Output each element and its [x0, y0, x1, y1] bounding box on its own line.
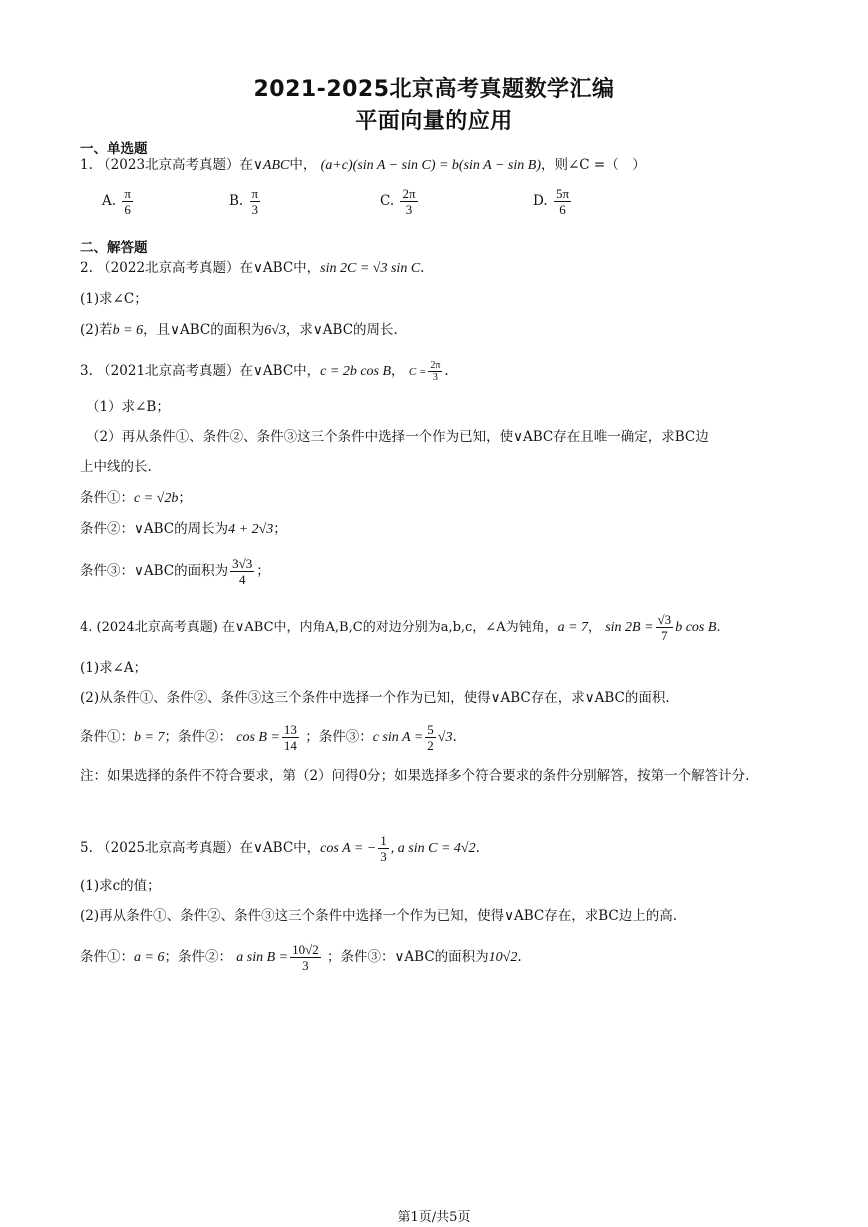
option-a[interactable]: A. $\frac{\pi}{6}$	[102, 186, 131, 217]
question-3-condition-1: 条件①：c = √2b；	[80, 490, 192, 506]
question-4-part-1: (1)求∠A；	[80, 660, 148, 676]
question-4-conditions: 条件①：b = 7；条件②： cos B = $\frac{13}{14}$ ；条件③：c sin A = $\frac{5}{2}$ √3.	[80, 722, 457, 753]
option-c[interactable]: C. $\frac{2\pi}{3}$	[380, 186, 416, 217]
question-4-stem: 4. (2024北京高考真题) 在∨ABC中，内角A,B,C的对边分别为a,b,c，∠A为钝角，a = 7， sin 2B = $\frac{√3}{7}$ b cos B.	[80, 612, 721, 643]
document-title: 2021-2025北京高考真题数学汇编	[253, 77, 615, 102]
question-2-stem: 2. （2022北京高考真题）在∨ABC中，sin 2C = √3 sin C.	[80, 260, 425, 276]
question-5-part-2: (2)再从条件①、条件②、条件③这三个条件中选择一个作为已知，使得∨ABC存在，求BC边上的高.	[80, 908, 678, 924]
question-3-part-2-line-1: （2）再从条件①、条件②、条件③这三个条件中选择一个作为已知，使∨ABC存在且唯一确定，求BC边	[86, 429, 709, 445]
document-subtitle: 平面向量的应用	[355, 109, 513, 134]
question-2-part-2: (2)若b = 6，且∨ABC的面积为6√3，求∨ABC的周长.	[80, 322, 398, 338]
page-number: 第1页/共5页	[397, 1210, 471, 1225]
question-5-conditions: 条件①：a = 6；条件②： a sin B = $\frac{10√2}{3}$ ；条件③：∨ABC的面积为10√2.	[80, 942, 522, 973]
question-2-part-1: (1)求∠C；	[80, 291, 148, 307]
question-3-part-1: （1）求∠B；	[86, 399, 170, 415]
option-d[interactable]: D. $\frac{5\pi}{6}$	[533, 186, 570, 217]
question-4-part-2: (2)从条件①、条件②、条件③这三个条件中选择一个作为已知，使得∨ABC存在，求∨ABC的面积.	[80, 690, 670, 706]
question-1-stem: 1. （2023北京高考真题）在∨ABC中， (a+c)(sin A − sin C) = b(sin A − sin B)，则∠C =（ ）	[80, 157, 646, 173]
option-b[interactable]: B. $\frac{\pi}{3}$	[229, 186, 259, 217]
section-heading-single-choice: 一、单选题	[80, 141, 148, 157]
question-5-part-1: (1)求c的值；	[80, 878, 161, 894]
section-heading-solution: 二、解答题	[80, 240, 148, 256]
question-4-note: 注：如果选择的条件不符合要求，第（2）问得0分；如果选择多个符合要求的条件分别解答，按第一个解答计分.	[80, 768, 750, 784]
question-3-condition-3: 条件③：∨ABC的面积为 $\frac{3√3}{4}$ ；	[80, 556, 270, 587]
question-3-part-2-line-2: 上中线的长.	[80, 459, 152, 475]
question-1-equation: (a+c)(sin A − sin C) = b(sin A − sin B)	[320, 158, 541, 173]
question-3-condition-2: 条件②：∨ABC的周长为4 + 2√3；	[80, 521, 287, 537]
question-5-stem: 5. （2025北京高考真题）在∨ABC中，cos A = − $\frac{1}{3}$ , a sin C = 4√2.	[80, 833, 480, 864]
question-3-stem: 3. （2021北京高考真题）在∨ABC中，c = 2b cos B， C = $\frac{2\pi}{3}$ .	[80, 360, 449, 383]
